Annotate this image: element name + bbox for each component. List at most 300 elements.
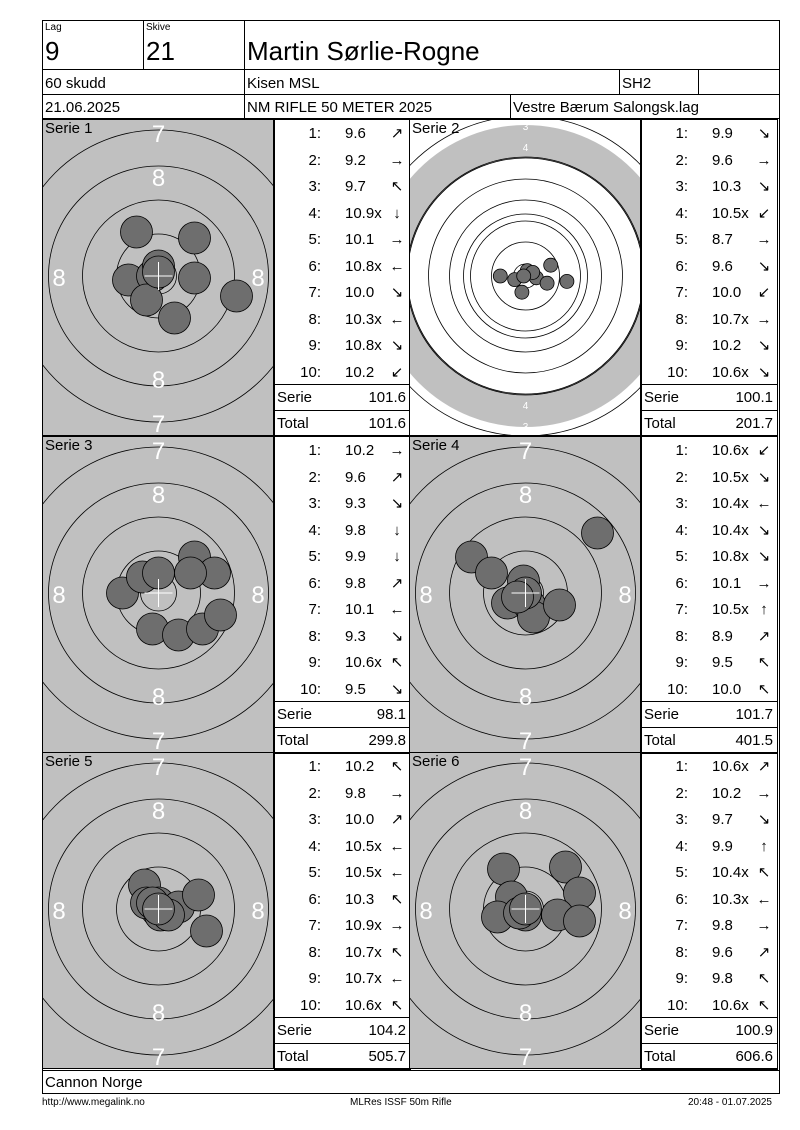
direction-arrow-icon: ↗	[390, 468, 404, 486]
shot-list	[274, 119, 411, 436]
direction-arrow-icon: ↘	[757, 811, 771, 828]
shot-number: 2:	[308, 468, 321, 486]
serie-sum-row	[641, 384, 778, 411]
total-label: Total	[644, 1048, 676, 1065]
shot-row	[275, 624, 412, 650]
shot-number: 7:	[675, 284, 688, 301]
shot-row	[642, 860, 779, 886]
shot-number: 6:	[308, 574, 321, 592]
direction-arrow-icon: ↘	[757, 178, 771, 195]
shot-hole	[502, 581, 534, 613]
date-cell	[42, 94, 245, 119]
shot-hole	[564, 905, 596, 937]
direction-arrow-icon: →	[389, 231, 405, 248]
shots-cell	[42, 69, 245, 95]
direction-arrow-icon: ↗	[390, 125, 404, 142]
direction-arrow-icon: ←	[389, 864, 405, 881]
ring-number: 5	[630, 272, 637, 283]
shot-number: 6:	[308, 257, 321, 275]
serie-sum: 101.7	[735, 706, 773, 723]
shot-row	[275, 571, 412, 597]
target-panel	[409, 752, 641, 1069]
serie-label: Serie	[644, 389, 680, 406]
total-label: Total	[277, 1048, 309, 1065]
shot-hole	[179, 222, 211, 254]
shot-number: 4:	[308, 837, 321, 855]
shot-number: 5:	[675, 864, 688, 881]
shot-hole	[221, 280, 253, 312]
shot-hole	[544, 589, 576, 621]
shot-value: 10.0	[712, 284, 742, 301]
shot-number: 8:	[675, 310, 688, 328]
shot-row	[275, 913, 412, 939]
ring-number: 6	[522, 359, 529, 370]
direction-arrow-icon: ↖	[390, 758, 404, 775]
shot-row	[275, 887, 412, 913]
shot-row	[275, 544, 412, 570]
date: 21.06.2025	[45, 99, 121, 116]
shot-hole	[175, 557, 207, 589]
direction-arrow-icon: ↙	[757, 284, 771, 301]
shot-row	[642, 121, 779, 147]
skive-value: 21	[146, 36, 175, 66]
shot-list	[641, 436, 778, 753]
ring-number: 7	[522, 206, 529, 217]
shot-number: 3:	[308, 811, 321, 828]
shot-value: 10.3	[345, 890, 375, 908]
shot-number: 7:	[308, 917, 321, 934]
shot-row	[275, 966, 412, 992]
serie-sum-row	[274, 384, 411, 411]
shot-number: 8:	[308, 627, 321, 645]
shot-row	[642, 677, 779, 703]
footer-timestamp: 20:48 - 01.07.2025	[688, 1097, 772, 1108]
shot-number: 8:	[308, 310, 321, 328]
ring-number: 5	[522, 380, 529, 391]
serie-sum-row	[274, 1017, 411, 1044]
shot-number: 1:	[308, 442, 321, 459]
shot-row	[642, 966, 779, 992]
ring-number: 7	[518, 728, 533, 753]
ring-number: 6	[522, 185, 529, 196]
shot-number: 1:	[675, 758, 688, 775]
target-panel	[409, 436, 641, 753]
shot-value: 9.9	[345, 548, 366, 565]
ring-number: 8	[151, 684, 166, 711]
shot-row	[275, 491, 412, 517]
total-row	[641, 410, 778, 437]
shot-row	[642, 571, 779, 597]
shot-number: 3:	[675, 178, 688, 195]
shot-row	[642, 438, 779, 464]
shot-value: 9.6	[712, 151, 733, 169]
shot-value: 10.6x	[712, 996, 749, 1014]
shot-number: 1:	[308, 758, 321, 775]
shot-row	[642, 781, 779, 807]
shot-hole	[205, 599, 237, 631]
ring-number: 4	[522, 401, 529, 412]
shot-value: 10.5x	[712, 204, 749, 222]
serie-label: Serie	[644, 1022, 680, 1039]
total-row	[274, 727, 411, 754]
shot-row	[642, 913, 779, 939]
shot-value: 8.9	[712, 627, 733, 645]
ring-number: 8	[522, 317, 529, 328]
target-panel	[409, 119, 641, 436]
total-label: Total	[277, 415, 309, 432]
direction-arrow-icon: ↙	[757, 442, 771, 459]
series-title: Serie 3	[45, 437, 93, 454]
shot-number: 4:	[675, 837, 688, 855]
shot-value: 10.5x	[345, 837, 382, 855]
ring-number: 5	[522, 164, 529, 175]
ring-number: 3	[522, 422, 529, 433]
serie-label: Serie	[277, 706, 313, 723]
shot-list	[274, 752, 411, 1069]
direction-arrow-icon: ↓	[393, 548, 401, 565]
direction-arrow-icon: →	[756, 917, 772, 934]
direction-arrow-icon: ↘	[757, 363, 771, 381]
direction-arrow-icon: ↗	[390, 811, 404, 828]
shot-hole	[544, 258, 558, 272]
shot-value: 9.2	[345, 151, 366, 169]
club-name: Kisen MSL	[247, 75, 320, 92]
ring-number: 8	[477, 272, 484, 283]
direction-arrow-icon: ←	[756, 890, 772, 908]
shot-value: 9.8	[345, 784, 366, 802]
shot-value: 10.3x	[345, 310, 382, 328]
series-title: Serie 4	[412, 437, 460, 454]
shot-row	[275, 360, 412, 386]
sponsor-name: Cannon Norge	[45, 1074, 143, 1091]
shot-number: 8:	[675, 943, 688, 961]
direction-arrow-icon: ↖	[757, 970, 771, 987]
shot-row	[642, 227, 779, 253]
shot-row	[275, 307, 412, 333]
shot-value: 9.7	[712, 811, 733, 828]
direction-arrow-icon: →	[389, 442, 405, 459]
shot-number: 5:	[675, 548, 688, 565]
direction-arrow-icon: ↘	[390, 284, 404, 301]
class-cell	[619, 69, 699, 95]
shot-number: 4:	[308, 521, 321, 539]
shot-hole	[191, 915, 223, 947]
shot-row	[275, 781, 412, 807]
serie-label: Serie	[277, 389, 313, 406]
shot-hole	[493, 269, 507, 283]
shot-row	[642, 201, 779, 227]
shot-hole	[517, 269, 531, 283]
lag-cell	[42, 20, 144, 70]
direction-arrow-icon: ↗	[757, 758, 771, 775]
shot-value: 10.8x	[345, 257, 382, 275]
serie-sum: 101.6	[368, 389, 406, 406]
ring-number: 8	[151, 367, 166, 394]
shot-value: 10.2	[712, 784, 742, 802]
direction-arrow-icon: →	[389, 151, 405, 169]
shot-row	[642, 807, 779, 833]
ring-number: 7	[151, 438, 166, 465]
shot-value: 10.6x	[712, 758, 749, 775]
shot-row	[642, 754, 779, 780]
shot-row	[642, 834, 779, 860]
shot-value: 9.6	[712, 943, 733, 961]
shot-value: 10.8x	[712, 548, 749, 565]
ring-number: 3	[522, 122, 529, 133]
direction-arrow-icon: →	[756, 784, 772, 802]
total-row	[641, 1043, 778, 1070]
shot-row	[275, 597, 412, 623]
shot-value: 10.4x	[712, 864, 749, 881]
direction-arrow-icon: ↑	[760, 601, 768, 618]
direction-arrow-icon: ↗	[757, 943, 771, 961]
direction-arrow-icon: ↘	[757, 521, 771, 539]
direction-arrow-icon: ↘	[390, 337, 404, 354]
shot-number: 1:	[675, 442, 688, 459]
ring-number: 7	[151, 121, 166, 148]
serie-sum: 100.1	[735, 389, 773, 406]
shot-value: 10.5x	[345, 864, 382, 881]
shot-value: 9.9	[712, 837, 733, 855]
shot-row	[642, 597, 779, 623]
target-svg	[43, 753, 274, 1069]
shot-value: 10.9x	[345, 917, 382, 934]
shot-number: 9:	[675, 970, 688, 987]
serie-sum-row	[641, 701, 778, 728]
direction-arrow-icon: ↑	[760, 837, 768, 855]
shot-number: 1:	[308, 125, 321, 142]
shot-number: 3:	[308, 495, 321, 512]
shot-value: 10.7x	[345, 943, 382, 961]
direction-arrow-icon: ↙	[757, 204, 771, 222]
ring-number: 8	[151, 1000, 166, 1027]
shot-value: 10.2	[345, 758, 375, 775]
target-svg	[43, 120, 274, 436]
shot-row	[275, 333, 412, 359]
event-name: NM RIFLE 50 METER 2025	[247, 99, 433, 116]
shot-number: 7:	[308, 601, 321, 618]
shot-row	[642, 491, 779, 517]
footer-url[interactable]: http://www.megalink.no	[42, 1097, 145, 1108]
direction-arrow-icon: ←	[756, 495, 772, 512]
shot-hole	[488, 853, 520, 885]
shot-row	[642, 280, 779, 306]
shot-number: 5:	[308, 231, 321, 248]
shot-row	[275, 940, 412, 966]
ring-number: 7	[456, 272, 463, 283]
class-name: SH2	[622, 75, 652, 92]
shot-value: 9.8	[712, 970, 733, 987]
direction-arrow-icon: ↖	[757, 654, 771, 671]
serie-sum-row	[274, 701, 411, 728]
shot-number: 7:	[308, 284, 321, 301]
shot-row	[642, 254, 779, 280]
direction-arrow-icon: →	[756, 574, 772, 592]
ring-number: 8	[52, 265, 66, 292]
ring-number: 4	[522, 143, 529, 154]
shot-value: 10.5x	[712, 468, 749, 486]
ring-number: 7	[151, 754, 166, 781]
shot-row	[642, 333, 779, 359]
shot-row	[275, 438, 412, 464]
shot-number: 3:	[675, 495, 688, 512]
direction-arrow-icon: →	[756, 231, 772, 248]
ring-number: 8	[518, 798, 533, 825]
direction-arrow-icon: ↘	[757, 337, 771, 354]
serie-label: Serie	[277, 1022, 313, 1039]
series-title: Serie 5	[45, 753, 93, 770]
shot-number: 2:	[308, 784, 321, 802]
shot-row	[642, 360, 779, 386]
running-total: 101.6	[368, 415, 406, 432]
shot-value: 10.0	[345, 811, 375, 828]
shot-number: 2:	[675, 151, 688, 169]
target-panel	[42, 119, 274, 436]
direction-arrow-icon: ↘	[390, 680, 404, 698]
shot-value: 10.7x	[345, 970, 382, 987]
shot-value: 10.2	[712, 337, 742, 354]
shot-number: 7:	[675, 917, 688, 934]
direction-arrow-icon: ↘	[757, 257, 771, 275]
ring-number: 8	[419, 582, 433, 609]
shot-value: 9.9	[712, 125, 733, 142]
shot-row	[275, 834, 412, 860]
shot-number: 10:	[667, 996, 688, 1014]
target-svg	[410, 120, 641, 436]
serie-sum: 100.9	[735, 1022, 773, 1039]
direction-arrow-icon: ↖	[390, 654, 404, 671]
shot-number: 7:	[675, 601, 688, 618]
ring-number: 8	[151, 482, 166, 509]
shot-row	[642, 993, 779, 1019]
shot-hole	[540, 276, 554, 290]
shot-hole	[476, 557, 508, 589]
shot-number: 1:	[675, 125, 688, 142]
shot-number: 10:	[667, 680, 688, 698]
ring-number: 8	[419, 898, 433, 925]
ring-number: 8	[518, 684, 533, 711]
shot-number: 4:	[675, 204, 688, 222]
serie-label: Serie	[644, 706, 680, 723]
name-cell	[244, 20, 780, 70]
shot-number: 9:	[308, 337, 321, 354]
ring-number: 8	[618, 898, 632, 925]
target-svg	[43, 437, 274, 753]
shots-count: 60 skudd	[45, 75, 106, 92]
direction-arrow-icon: →	[389, 784, 405, 802]
shot-number: 10:	[300, 680, 321, 698]
shot-number: 5:	[308, 864, 321, 881]
shot-number: 5:	[675, 231, 688, 248]
shot-number: 2:	[675, 468, 688, 486]
club-cell	[244, 69, 620, 95]
ring-number: 7	[518, 1044, 533, 1069]
shot-row	[275, 148, 412, 174]
shot-list	[641, 119, 778, 436]
shot-hole	[582, 517, 614, 549]
skive-label: Skive	[146, 22, 171, 33]
shot-number: 4:	[308, 204, 321, 222]
ring-number: 8	[151, 165, 166, 192]
serie-sum: 104.2	[368, 1022, 406, 1039]
shot-hole	[159, 302, 191, 334]
target-svg	[410, 437, 641, 753]
shot-value: 10.6x	[712, 363, 749, 381]
ring-number: 8	[518, 482, 533, 509]
shot-value: 9.6	[345, 125, 366, 142]
shot-row	[275, 121, 412, 147]
shot-row	[275, 677, 412, 703]
shot-number: 9:	[675, 654, 688, 671]
target-panel	[42, 436, 274, 753]
footer-software: MLRes ISSF 50m Rifle	[350, 1097, 452, 1108]
direction-arrow-icon: ↘	[390, 627, 404, 645]
empty-cell	[698, 69, 780, 95]
lag-label: Lag	[45, 22, 62, 33]
shot-number: 6:	[675, 574, 688, 592]
direction-arrow-icon: ↗	[757, 627, 771, 645]
shot-value: 10.3x	[712, 890, 749, 908]
shot-row	[642, 940, 779, 966]
direction-arrow-icon: ↖	[757, 864, 771, 881]
shot-value: 9.8	[345, 521, 366, 539]
shot-value: 10.1	[345, 601, 375, 618]
ring-number: 7	[151, 1044, 166, 1069]
shot-value: 9.8	[345, 574, 366, 592]
shot-hole	[179, 262, 211, 294]
total-row	[274, 1043, 411, 1070]
shot-hole	[515, 285, 529, 299]
series-title: Serie 1	[45, 120, 93, 137]
shot-number: 8:	[308, 943, 321, 961]
shot-value: 9.5	[345, 680, 366, 698]
shot-row	[275, 174, 412, 200]
shot-number: 6:	[675, 257, 688, 275]
direction-arrow-icon: →	[389, 917, 405, 934]
shot-list	[274, 436, 411, 753]
shot-value: 10.9x	[345, 204, 382, 222]
shot-number: 5:	[308, 548, 321, 565]
shot-row	[642, 650, 779, 676]
ring-number: 7	[522, 338, 529, 349]
ring-number: 8	[518, 1000, 533, 1027]
shot-number: 2:	[675, 784, 688, 802]
target-panel	[42, 752, 274, 1069]
direction-arrow-icon: ↓	[393, 204, 401, 222]
shot-row	[642, 465, 779, 491]
running-total: 606.6	[735, 1048, 773, 1065]
shot-value: 10.1	[345, 231, 375, 248]
total-row	[641, 727, 778, 754]
shot-row	[275, 860, 412, 886]
shot-value: 10.7x	[712, 310, 749, 328]
shot-value: 10.6x	[345, 654, 382, 671]
shot-row	[642, 518, 779, 544]
shot-row	[642, 544, 779, 570]
direction-arrow-icon: ↘	[757, 468, 771, 486]
shot-value: 10.1	[712, 574, 742, 592]
ring-number: 8	[151, 798, 166, 825]
shot-value: 10.4x	[712, 521, 749, 539]
venue-name: Vestre Bærum Salongsk.lag	[513, 99, 699, 116]
shot-value: 10.6x	[345, 996, 382, 1014]
shot-value: 9.6	[345, 468, 366, 486]
ring-number: 6	[435, 272, 442, 283]
lag-value: 9	[45, 36, 60, 66]
shot-hole	[121, 216, 153, 248]
shot-row	[275, 280, 412, 306]
ring-number: 8	[52, 582, 66, 609]
